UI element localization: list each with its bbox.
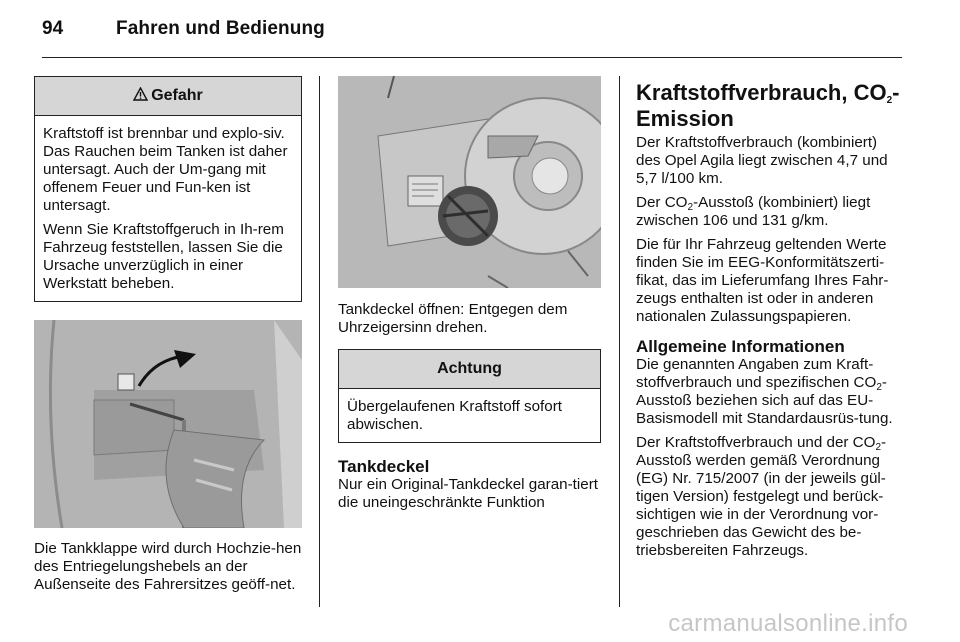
- danger-box-header: [35, 77, 301, 116]
- subscript: 2: [876, 382, 882, 393]
- certificate-paragraph: Die für Ihr Fahrzeug geltenden Werte finden Sie im EEG-Konformitätszerti-fikat, das im Lieferumfang Ihres Fahr-zeugs enthalten ist oder in anderen nationalen Zulassungspapieren.: [636, 236, 889, 325]
- watermark: carmanualsonline.info: [668, 610, 908, 637]
- heading-part: -Emission: [636, 80, 900, 131]
- text-part: Der Kraftstoffverbrauch und der CO: [636, 434, 876, 451]
- danger-paragraph: Kraftstoff ist brennbar und explo-siv. Das Rauchen beim Tanken ist daher untersagt. Auch der Um-gang mit offenem Feuer und Fun-ken ist untersagt.: [43, 125, 288, 214]
- danger-paragraph: Wenn Sie Kraftstoffgeruch in Ih-rem Fahrzeug feststellen, lassen Sie die Ursache unverzüglich in einer Werkstatt beheben.: [43, 221, 284, 292]
- column-divider: [319, 76, 320, 607]
- subscript: 2: [875, 442, 882, 453]
- middle-caption: Tankdeckel öffnen: Entgegen dem Uhrzeigersinn drehen.: [338, 301, 568, 336]
- warning-triangle-icon: [133, 87, 148, 106]
- text-part: Der CO: [636, 194, 688, 211]
- caution-box: [338, 349, 601, 443]
- section-heading-general-info: Allgemeine Informationen: [636, 337, 845, 356]
- page-header: [42, 18, 325, 40]
- page-number: 94: [42, 18, 64, 39]
- subscript: 2: [886, 95, 893, 106]
- text-part: -Ausstoß beziehen sich auf das EU-Basismodell mit Standardausrüs-tung.: [636, 374, 893, 427]
- danger-box-title: Gefahr: [151, 87, 203, 104]
- heading-part: Kraftstoffverbrauch, CO: [636, 80, 887, 105]
- header-rule: [42, 57, 902, 58]
- consumption-paragraph: Der Kraftstoffverbrauch (kombiniert) des Opel Agila liegt zwischen 4,7 und 5,7 l/100 km.: [636, 134, 888, 187]
- general-info-paragraph: [636, 356, 902, 428]
- caution-box-header: [339, 350, 600, 389]
- subscript: 2: [687, 202, 694, 213]
- chapter-title: Fahren und Bedienung: [116, 18, 325, 39]
- text-part: Die genannten Angaben zum Kraft-stoffverbrauch und spezifischen CO: [636, 356, 877, 391]
- regulation-paragraph: [636, 434, 902, 560]
- caution-box-title: Achtung: [437, 360, 502, 377]
- danger-box: [34, 76, 302, 302]
- co2-paragraph: [636, 194, 902, 230]
- fuel-cap-illustration: [338, 76, 601, 288]
- fuel-flap-lever-illustration: [34, 320, 302, 528]
- left-caption: Die Tankklappe wird durch Hochzie-hen des Entriegelungshebels an der Außenseite des Fahrersitzes geöff-net.: [34, 540, 302, 593]
- column-divider: [619, 76, 620, 607]
- left-column: [34, 76, 302, 600]
- section-heading-fuel-cap: Tankdeckel: [338, 457, 430, 476]
- caution-text: Übergelaufenen Kraftstoff sofort abwischen.: [347, 398, 563, 433]
- right-column: [636, 80, 902, 566]
- text-part: -Ausstoß (kombiniert) liegt zwischen 106 und 131 g/km.: [636, 194, 871, 229]
- text-part: -Ausstoß werden gemäß Verordnung (EG) Nr. 715/2007 (in der jeweils gül-tigen Version) festgelegt und berück-sichtigen wie in der Verordnung vor-geschrieben das Gewicht des be-triebsbereiten Fahrzeugs.: [636, 434, 887, 559]
- middle-column: [338, 76, 601, 518]
- fuel-cap-text: Nur ein Original-Tankdeckel garan-tiert die uneingeschränkte Funktion: [338, 476, 598, 511]
- section-heading-consumption: [636, 80, 902, 132]
